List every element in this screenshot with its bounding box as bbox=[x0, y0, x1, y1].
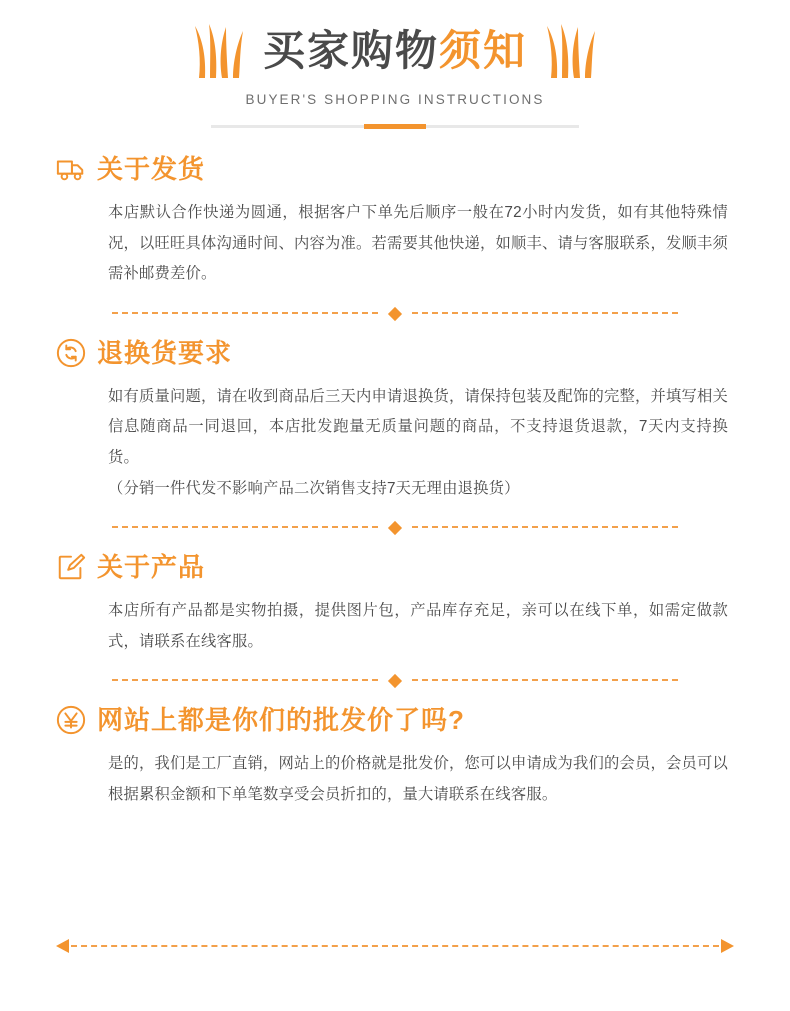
section-body bbox=[56, 198, 734, 290]
section-wholesale-price bbox=[56, 705, 734, 810]
section-product bbox=[56, 552, 734, 657]
title-divider bbox=[211, 125, 579, 128]
section-title: 网站上都是你们的批发价了吗? bbox=[97, 705, 465, 736]
page-subtitle: BUYER'S SHOPPING INSTRUCTIONS bbox=[245, 92, 545, 107]
section-paragraph: 本店默认合作快递为圆通，根据客户下单先后顺序一般在72小时内发货，如有其他特殊情况，以旺旺具体沟通时间、内容为准。若需要其他快递，如顺丰、请与客服联系，发顺丰须需补邮费差价。 bbox=[108, 204, 728, 283]
sections-container bbox=[0, 128, 790, 811]
section-returns bbox=[56, 338, 734, 504]
grass-decoration-icon bbox=[193, 22, 245, 80]
section-header bbox=[56, 705, 734, 735]
section-paragraph: 是的，我们是工厂直销，网站上的价格就是批发价，您可以申请成为我们的会员，会员可以根据累积金额和下单笔数享受会员折扣的，量大请联系在线客服。 bbox=[108, 755, 728, 803]
diamond-ornament-icon bbox=[380, 519, 410, 537]
section-header bbox=[56, 154, 734, 184]
section-header bbox=[56, 552, 734, 582]
section-paragraph: 如有质量问题，请在收到商品后三天内申请退换货，请保持包装及配饰的完整，并填写相关信息随商品一同退回，本店批发跑量无质量问题的商品，不支持退货退款，7天内支持换货。 bbox=[108, 387, 728, 466]
section-divider bbox=[112, 312, 678, 314]
section-body bbox=[56, 382, 734, 504]
section-header bbox=[56, 338, 734, 368]
page-title: 买家购物须知 bbox=[262, 26, 528, 74]
section-title: 退换货要求 bbox=[97, 337, 233, 368]
section-paragraph: 本店所有产品都是实物拍摄，提供图片包，产品库存充足，亲可以在线下单，如需定做款式，请联系在线客服。 bbox=[108, 602, 728, 650]
delivery-truck-icon bbox=[56, 154, 86, 184]
grass-decoration-icon bbox=[545, 22, 597, 80]
product-edit-icon bbox=[56, 552, 86, 582]
section-divider bbox=[112, 526, 678, 528]
section-title: 关于发货 bbox=[97, 154, 206, 184]
yuan-price-icon bbox=[56, 705, 86, 735]
footer-divider bbox=[56, 939, 734, 953]
diamond-ornament-icon bbox=[380, 672, 410, 690]
footer-dashed-line bbox=[71, 945, 719, 947]
diamond-ornament-icon bbox=[380, 305, 410, 323]
page-header bbox=[0, 0, 790, 128]
section-body bbox=[56, 596, 734, 657]
arrow-left-icon bbox=[56, 939, 69, 953]
section-paragraph-note: （分销一件代发不影响产品二次销售支持7天无理由退换货） bbox=[108, 479, 520, 497]
section-divider bbox=[112, 679, 678, 681]
section-shipping bbox=[56, 154, 734, 290]
arrow-right-icon bbox=[721, 939, 734, 953]
return-exchange-icon bbox=[56, 338, 86, 368]
section-body bbox=[56, 749, 734, 810]
section-title: 关于产品 bbox=[97, 552, 206, 583]
title-row bbox=[0, 22, 790, 80]
